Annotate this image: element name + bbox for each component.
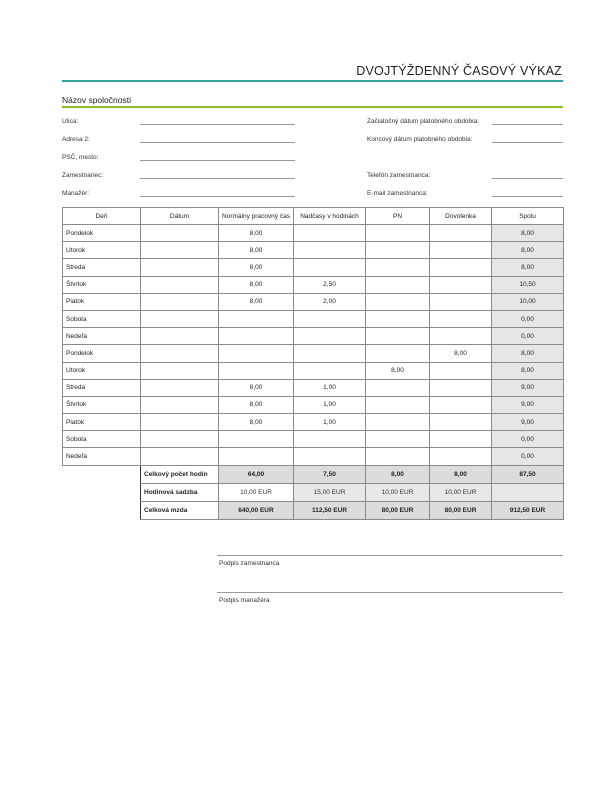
employee-signature-label: Podpis zamestnanca <box>219 560 280 567</box>
table-header-row <box>63 208 564 225</box>
hours-cell[interactable] <box>294 242 366 259</box>
company-rule <box>62 106 563 108</box>
hours-cell[interactable] <box>294 362 366 379</box>
hours-cell[interactable]: 2,50 <box>294 276 366 293</box>
col-header-total: Spolu <box>492 208 564 225</box>
summary-spacer <box>63 501 141 519</box>
employee-label: Zamestnanec: <box>62 172 104 179</box>
total-cell: 8,00 <box>492 242 564 259</box>
hours-cell[interactable] <box>366 310 430 327</box>
employee-phone-label: Telefón zamestnanca: <box>367 172 431 179</box>
day-cell: Štvrtok <box>63 276 141 293</box>
hours-cell[interactable] <box>430 431 492 448</box>
col-header-date: Dátum <box>141 208 219 225</box>
title-rule <box>62 80 563 82</box>
table-row <box>63 431 564 448</box>
total-cell: 0,00 <box>492 310 564 327</box>
hours-cell[interactable] <box>141 448 219 465</box>
summary-value: 87,50 <box>492 465 564 483</box>
hours-cell[interactable] <box>366 379 430 396</box>
hours-cell[interactable] <box>430 414 492 431</box>
hours-cell[interactable] <box>366 396 430 413</box>
hours-cell[interactable] <box>294 310 366 327</box>
hours-cell[interactable] <box>430 448 492 465</box>
summary-row-total-pay <box>63 501 564 519</box>
hours-cell[interactable]: 1,00 <box>294 396 366 413</box>
hours-cell[interactable] <box>430 259 492 276</box>
hours-cell[interactable] <box>219 328 294 345</box>
hours-cell[interactable]: 8,00 <box>219 259 294 276</box>
summary-value: 8,00 <box>366 465 430 483</box>
total-cell: 8,00 <box>492 345 564 362</box>
period-start-label: Začiatočný dátum platobného obdobia: <box>367 118 480 125</box>
summary-value <box>492 483 564 501</box>
street-field[interactable] <box>140 124 295 125</box>
hours-cell[interactable]: 2,00 <box>294 293 366 310</box>
hours-cell[interactable]: 8,00 <box>366 362 430 379</box>
hours-cell[interactable] <box>219 448 294 465</box>
employee-email-field[interactable] <box>492 196 563 197</box>
total-cell: 8,00 <box>492 362 564 379</box>
table-row <box>63 414 564 431</box>
period-start-field[interactable] <box>492 124 563 125</box>
hours-cell[interactable] <box>294 259 366 276</box>
hours-cell[interactable]: 8,00 <box>219 242 294 259</box>
hours-cell[interactable] <box>430 242 492 259</box>
hours-cell[interactable] <box>366 414 430 431</box>
hours-cell[interactable] <box>219 310 294 327</box>
total-cell: 8,00 <box>492 259 564 276</box>
summary-spacer <box>63 483 141 501</box>
summary-row-hourly-rate <box>63 483 564 501</box>
hours-cell[interactable] <box>141 431 219 448</box>
hours-cell[interactable] <box>141 345 219 362</box>
hours-cell[interactable] <box>366 345 430 362</box>
day-cell: Utorok <box>63 242 141 259</box>
summary-label: Hodinová sadzba <box>141 483 219 501</box>
hours-cell[interactable] <box>366 225 430 242</box>
summary-value: 7,50 <box>294 465 366 483</box>
hours-cell[interactable]: 8,00 <box>219 293 294 310</box>
total-cell: 9,00 <box>492 414 564 431</box>
document-title: DVOJTÝŽDENNÝ ČASOVÝ VÝKAZ <box>356 64 562 78</box>
summary-value: 80,00 EUR <box>366 501 430 519</box>
hours-cell[interactable] <box>294 345 366 362</box>
hours-cell[interactable] <box>430 293 492 310</box>
hours-cell[interactable] <box>430 310 492 327</box>
hours-cell[interactable] <box>141 276 219 293</box>
day-cell: Sobota <box>63 310 141 327</box>
summary-value: 80,00 EUR <box>430 501 492 519</box>
hours-cell[interactable] <box>366 276 430 293</box>
period-end-label: Koncový dátum platobného obdobia: <box>367 136 473 143</box>
address2-field[interactable] <box>140 142 295 143</box>
hours-cell[interactable] <box>366 293 430 310</box>
summary-value: 8,00 <box>430 465 492 483</box>
day-cell: Piatok <box>63 414 141 431</box>
hours-cell[interactable] <box>141 242 219 259</box>
hours-cell[interactable] <box>430 379 492 396</box>
col-header-overtime: Nadčasy v hodinách <box>294 208 366 225</box>
manager-signature-line[interactable] <box>217 592 563 593</box>
hours-cell[interactable] <box>141 259 219 276</box>
table-row <box>63 345 564 362</box>
summary-label: Celková mzda <box>141 501 219 519</box>
manager-field[interactable] <box>140 196 295 197</box>
total-cell: 9,00 <box>492 396 564 413</box>
table-row <box>63 310 564 327</box>
table-row <box>63 379 564 396</box>
day-cell: Štvrtok <box>63 396 141 413</box>
timesheet-table <box>62 207 564 520</box>
table-row <box>63 225 564 242</box>
hours-cell[interactable]: 8,00 <box>219 379 294 396</box>
rate-input[interactable]: 15,00 EUR <box>294 483 366 501</box>
hours-cell[interactable] <box>219 431 294 448</box>
hours-cell[interactable] <box>366 259 430 276</box>
hours-cell[interactable]: 8,00 <box>219 396 294 413</box>
total-cell: 9,00 <box>492 379 564 396</box>
total-cell: 0,00 <box>492 448 564 465</box>
hours-cell[interactable]: 8,00 <box>219 276 294 293</box>
day-cell: Nedeľa <box>63 328 141 345</box>
day-cell: Nedeľa <box>63 448 141 465</box>
address2-label: Adresa 2: <box>62 136 90 143</box>
total-cell: 10,50 <box>492 276 564 293</box>
col-header-regular-hours: Normálny pracovný čas <box>219 208 294 225</box>
total-cell: 0,00 <box>492 328 564 345</box>
total-cell: 10,00 <box>492 293 564 310</box>
day-cell: Streda <box>63 379 141 396</box>
day-cell: Sobota <box>63 431 141 448</box>
table-row <box>63 293 564 310</box>
hours-cell[interactable] <box>294 328 366 345</box>
hours-cell[interactable] <box>141 379 219 396</box>
summary-value: 64,00 <box>219 465 294 483</box>
total-cell: 8,00 <box>492 225 564 242</box>
hours-cell[interactable] <box>141 362 219 379</box>
manager-signature-label: Podpis manažéra <box>219 597 270 604</box>
hours-cell[interactable] <box>430 225 492 242</box>
hours-cell[interactable] <box>294 448 366 465</box>
table-row <box>63 396 564 413</box>
hours-cell[interactable] <box>294 225 366 242</box>
hours-cell[interactable] <box>366 431 430 448</box>
hours-cell[interactable] <box>366 242 430 259</box>
hours-cell[interactable]: 8,00 <box>219 225 294 242</box>
hours-cell[interactable] <box>366 448 430 465</box>
day-cell: Piatok <box>63 293 141 310</box>
street-label: Ulica: <box>62 118 79 125</box>
employee-phone-field[interactable] <box>492 178 563 179</box>
day-cell: Utorok <box>63 362 141 379</box>
hours-cell[interactable] <box>294 431 366 448</box>
employee-field[interactable] <box>140 178 295 179</box>
rate-input[interactable]: 10,00 EUR <box>366 483 430 501</box>
hours-cell[interactable]: 1,00 <box>294 379 366 396</box>
hours-cell[interactable] <box>141 328 219 345</box>
hours-cell[interactable] <box>430 396 492 413</box>
table-row <box>63 242 564 259</box>
hours-cell[interactable] <box>141 293 219 310</box>
rate-input[interactable]: 10,00 EUR <box>219 483 294 501</box>
table-row <box>63 362 564 379</box>
table-row <box>63 259 564 276</box>
col-header-day: Deň <box>63 208 141 225</box>
hours-cell[interactable] <box>219 362 294 379</box>
hours-cell[interactable] <box>141 396 219 413</box>
hours-cell[interactable] <box>219 345 294 362</box>
hours-cell[interactable]: 8,00 <box>219 414 294 431</box>
hours-cell[interactable] <box>141 225 219 242</box>
rate-input[interactable]: 10,00 EUR <box>430 483 492 501</box>
table-row <box>63 276 564 293</box>
hours-cell[interactable] <box>141 310 219 327</box>
company-name[interactable]: Názov spoločnosti <box>62 95 131 105</box>
summary-row-total-hours <box>63 465 564 483</box>
day-cell: Pondelok <box>63 225 141 242</box>
table-row <box>63 448 564 465</box>
employee-signature-line[interactable] <box>217 555 563 556</box>
col-header-vacation: Dovolenka <box>430 208 492 225</box>
employee-email-label: E-mail zamestnanca: <box>367 190 428 197</box>
summary-label: Celkový počet hodín <box>141 465 219 483</box>
hours-cell[interactable]: 8,00 <box>430 345 492 362</box>
hours-cell[interactable] <box>430 328 492 345</box>
hours-cell[interactable] <box>366 328 430 345</box>
hours-cell[interactable] <box>430 362 492 379</box>
period-end-field[interactable] <box>492 142 563 143</box>
col-header-sick-leave: PN <box>366 208 430 225</box>
summary-value: 912,50 EUR <box>492 501 564 519</box>
table-row <box>63 328 564 345</box>
manager-label: Manažér: <box>62 190 90 197</box>
zip-city-label: PSČ, mesto: <box>62 154 99 161</box>
summary-value: 112,50 EUR <box>294 501 366 519</box>
hours-cell[interactable] <box>141 414 219 431</box>
day-cell: Pondelok <box>63 345 141 362</box>
summary-spacer <box>63 465 141 483</box>
hours-cell[interactable] <box>430 276 492 293</box>
summary-value: 640,00 EUR <box>219 501 294 519</box>
hours-cell[interactable]: 1,00 <box>294 414 366 431</box>
total-cell: 0,00 <box>492 431 564 448</box>
zip-city-field[interactable] <box>140 160 295 161</box>
day-cell: Streda <box>63 259 141 276</box>
